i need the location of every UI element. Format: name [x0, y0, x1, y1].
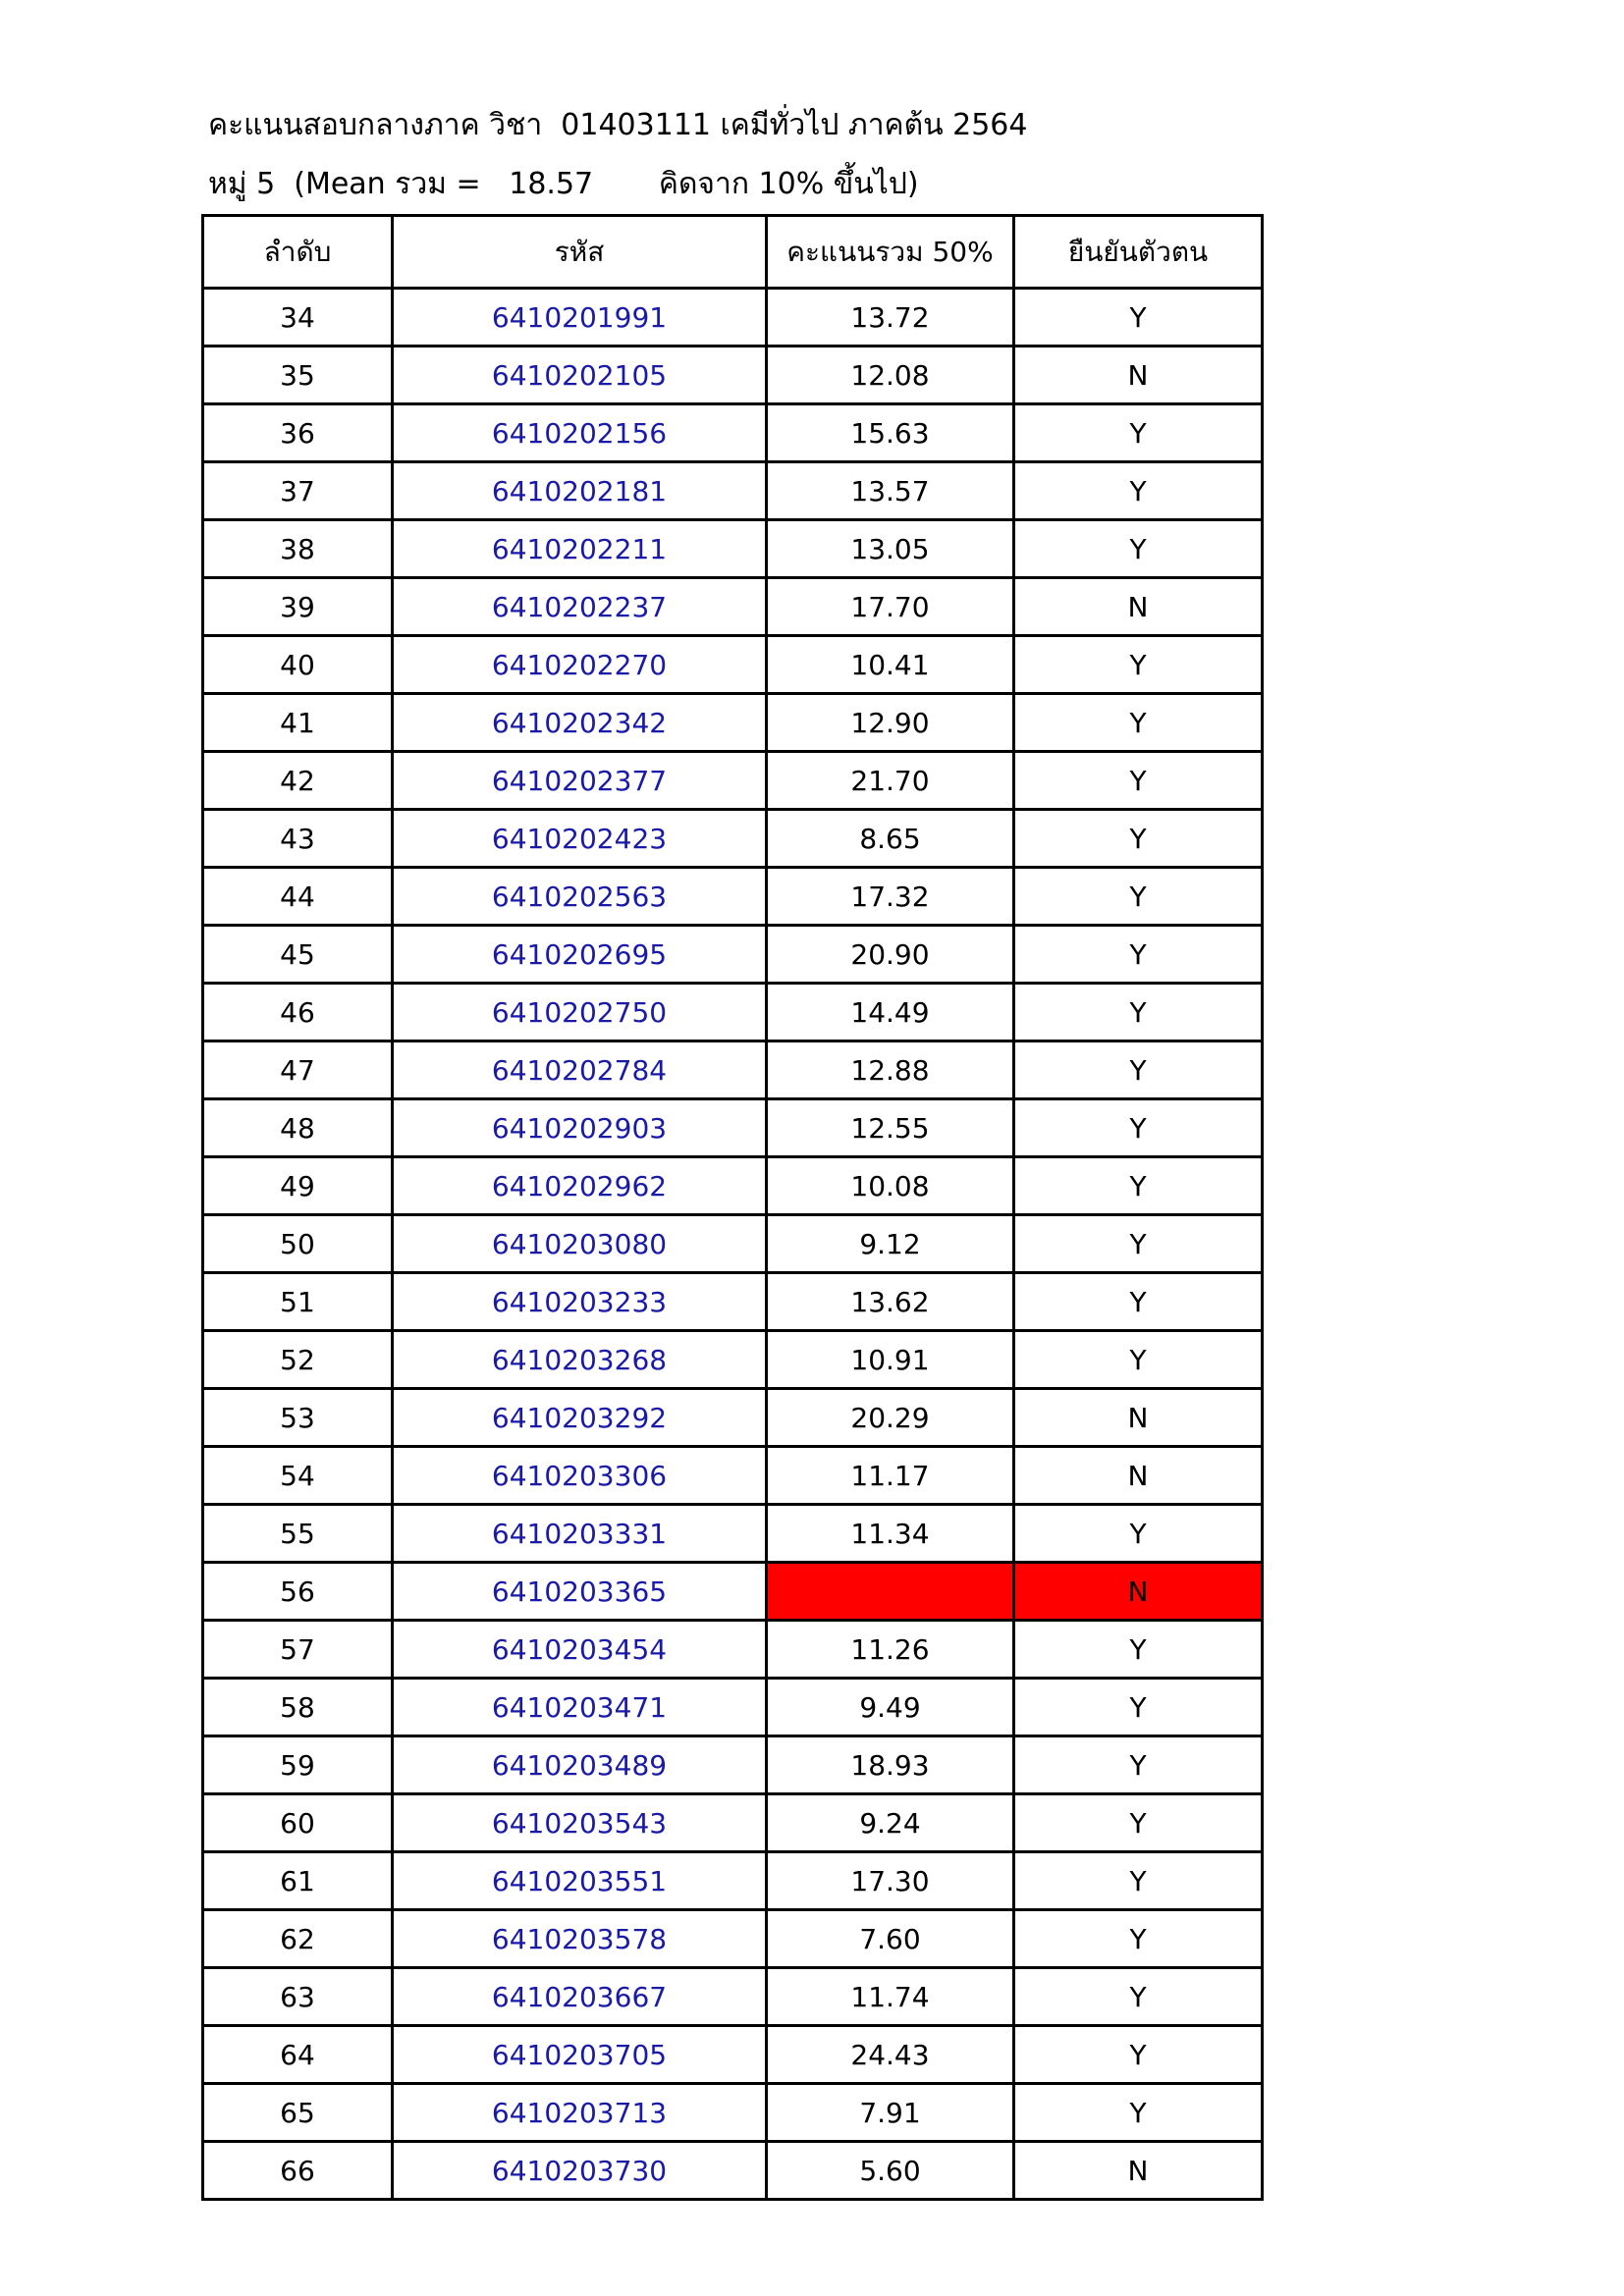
verification-cell: Y — [1014, 926, 1263, 984]
verification-cell: Y — [1014, 1041, 1263, 1099]
student-id-cell: 6410203471 — [393, 1679, 767, 1736]
score-cell: 10.91 — [767, 1331, 1014, 1389]
table-row — [203, 810, 1263, 868]
verification-cell: Y — [1014, 1331, 1263, 1389]
student-id-cell: 6410202695 — [393, 926, 767, 984]
student-id-cell: 6410202962 — [393, 1157, 767, 1215]
table-body — [203, 289, 1263, 2200]
score-table — [201, 214, 1264, 2201]
order-cell: 57 — [203, 1621, 393, 1679]
student-id-cell: 6410201991 — [393, 289, 767, 347]
student-id-cell: 6410202784 — [393, 1041, 767, 1099]
order-cell: 66 — [203, 2142, 393, 2200]
score-cell: 8.65 — [767, 810, 1014, 868]
score-cell: 11.34 — [767, 1505, 1014, 1563]
score-cell: 11.74 — [767, 1968, 1014, 2026]
verification-cell: N — [1014, 1389, 1263, 1447]
verification-cell: Y — [1014, 520, 1263, 578]
table-row — [203, 868, 1263, 926]
score-cell: 18.93 — [767, 1736, 1014, 1794]
score-cell: 20.90 — [767, 926, 1014, 984]
table-row — [203, 1215, 1263, 1273]
student-id-cell: 6410202342 — [393, 694, 767, 752]
score-cell: 7.91 — [767, 2084, 1014, 2142]
score-cell: 17.32 — [767, 868, 1014, 926]
score-cell: 15.63 — [767, 404, 1014, 462]
verification-cell: Y — [1014, 2084, 1263, 2142]
order-cell: 51 — [203, 1273, 393, 1331]
student-id-cell: 6410203730 — [393, 2142, 767, 2200]
order-cell: 54 — [203, 1447, 393, 1505]
score-cell: 5.60 — [767, 2142, 1014, 2200]
verification-cell: Y — [1014, 1968, 1263, 2026]
student-id-cell: 6410202156 — [393, 404, 767, 462]
verification-cell: Y — [1014, 462, 1263, 520]
table-row — [203, 1794, 1263, 1852]
student-id-cell: 6410202903 — [393, 1099, 767, 1157]
verification-cell: Y — [1014, 694, 1263, 752]
verification-cell: Y — [1014, 810, 1263, 868]
verification-cell: N — [1014, 578, 1263, 636]
order-cell: 34 — [203, 289, 393, 347]
student-id-cell: 6410202211 — [393, 520, 767, 578]
order-cell: 39 — [203, 578, 393, 636]
score-cell — [767, 1563, 1014, 1621]
score-cell: 10.41 — [767, 636, 1014, 694]
score-cell: 13.62 — [767, 1273, 1014, 1331]
table-row — [203, 1273, 1263, 1331]
order-cell: 49 — [203, 1157, 393, 1215]
order-cell: 46 — [203, 984, 393, 1041]
column-header-order: ลำดับ — [203, 216, 393, 289]
order-cell: 41 — [203, 694, 393, 752]
table-row — [203, 2026, 1263, 2084]
table-row — [203, 984, 1263, 1041]
student-id-cell: 6410203551 — [393, 1852, 767, 1910]
table-row — [203, 1157, 1263, 1215]
score-cell: 17.30 — [767, 1852, 1014, 1910]
verification-cell: Y — [1014, 636, 1263, 694]
student-id-cell: 6410203233 — [393, 1273, 767, 1331]
table-row — [203, 462, 1263, 520]
verification-cell: Y — [1014, 404, 1263, 462]
order-cell: 45 — [203, 926, 393, 984]
order-cell: 55 — [203, 1505, 393, 1563]
verification-cell: Y — [1014, 1736, 1263, 1794]
verification-cell: Y — [1014, 1273, 1263, 1331]
score-cell: 13.57 — [767, 462, 1014, 520]
section-subtitle: หมู่ 5 (Mean รวม = 18.57 คิดจาก 10% ขึ้นไป) — [208, 167, 919, 201]
student-id-cell: 6410203578 — [393, 1910, 767, 1968]
table-row — [203, 1736, 1263, 1794]
student-id-cell: 6410203454 — [393, 1621, 767, 1679]
column-header-student-id: รหัส — [393, 216, 767, 289]
score-cell: 13.72 — [767, 289, 1014, 347]
student-id-cell: 6410202423 — [393, 810, 767, 868]
score-cell: 9.49 — [767, 1679, 1014, 1736]
table-header-row — [203, 216, 1263, 289]
order-cell: 53 — [203, 1389, 393, 1447]
table-row — [203, 636, 1263, 694]
verification-cell: Y — [1014, 1910, 1263, 1968]
order-cell: 65 — [203, 2084, 393, 2142]
table-row — [203, 752, 1263, 810]
order-cell: 44 — [203, 868, 393, 926]
score-cell: 9.12 — [767, 1215, 1014, 1273]
table-row — [203, 1910, 1263, 1968]
score-cell: 21.70 — [767, 752, 1014, 810]
table-row — [203, 347, 1263, 404]
verification-cell: N — [1014, 347, 1263, 404]
order-cell: 38 — [203, 520, 393, 578]
document-title: คะแนนสอบกลางภาค วิชา 01403111 เคมีทั่วไป ภาคต้น 2564 — [208, 108, 1028, 142]
score-cell: 14.49 — [767, 984, 1014, 1041]
student-id-cell: 6410203705 — [393, 2026, 767, 2084]
verification-cell: N — [1014, 1447, 1263, 1505]
table-row — [203, 1968, 1263, 2026]
score-cell: 12.55 — [767, 1099, 1014, 1157]
student-id-cell: 6410203080 — [393, 1215, 767, 1273]
column-header-verification: ยืนยันตัวตน — [1014, 216, 1263, 289]
table-row — [203, 1041, 1263, 1099]
order-cell: 43 — [203, 810, 393, 868]
verification-cell: Y — [1014, 289, 1263, 347]
order-cell: 35 — [203, 347, 393, 404]
order-cell: 52 — [203, 1331, 393, 1389]
table-row — [203, 578, 1263, 636]
table-row — [203, 1447, 1263, 1505]
order-cell: 50 — [203, 1215, 393, 1273]
verification-cell: Y — [1014, 868, 1263, 926]
score-cell: 10.08 — [767, 1157, 1014, 1215]
score-cell: 13.05 — [767, 520, 1014, 578]
score-cell: 11.17 — [767, 1447, 1014, 1505]
table-row — [203, 1621, 1263, 1679]
table-row — [203, 1852, 1263, 1910]
table-row — [203, 926, 1263, 984]
table-row — [203, 1331, 1263, 1389]
verification-cell: Y — [1014, 1505, 1263, 1563]
order-cell: 47 — [203, 1041, 393, 1099]
score-cell: 11.26 — [767, 1621, 1014, 1679]
table-row — [203, 1389, 1263, 1447]
student-id-cell: 6410202377 — [393, 752, 767, 810]
table-row — [203, 2084, 1263, 2142]
student-id-cell: 6410202237 — [393, 578, 767, 636]
order-cell: 36 — [203, 404, 393, 462]
verification-cell: Y — [1014, 2026, 1263, 2084]
table-row — [203, 2142, 1263, 2200]
score-cell: 12.08 — [767, 347, 1014, 404]
score-cell: 17.70 — [767, 578, 1014, 636]
table-row — [203, 1563, 1263, 1621]
verification-cell: N — [1014, 1563, 1263, 1621]
student-id-cell: 6410203543 — [393, 1794, 767, 1852]
verification-cell: Y — [1014, 1157, 1263, 1215]
column-header-total-score: คะแนนรวม 50% — [767, 216, 1014, 289]
score-cell: 9.24 — [767, 1794, 1014, 1852]
verification-cell: Y — [1014, 1215, 1263, 1273]
order-cell: 56 — [203, 1563, 393, 1621]
score-cell: 12.90 — [767, 694, 1014, 752]
order-cell: 48 — [203, 1099, 393, 1157]
order-cell: 64 — [203, 2026, 393, 2084]
verification-cell: Y — [1014, 1852, 1263, 1910]
order-cell: 63 — [203, 1968, 393, 2026]
student-id-cell: 6410203306 — [393, 1447, 767, 1505]
order-cell: 59 — [203, 1736, 393, 1794]
verification-cell: Y — [1014, 1794, 1263, 1852]
student-id-cell: 6410202181 — [393, 462, 767, 520]
table-row — [203, 1505, 1263, 1563]
table-row — [203, 694, 1263, 752]
order-cell: 62 — [203, 1910, 393, 1968]
score-cell: 12.88 — [767, 1041, 1014, 1099]
score-cell: 20.29 — [767, 1389, 1014, 1447]
order-cell: 60 — [203, 1794, 393, 1852]
verification-cell: Y — [1014, 984, 1263, 1041]
order-cell: 61 — [203, 1852, 393, 1910]
student-id-cell: 6410203489 — [393, 1736, 767, 1794]
order-cell: 37 — [203, 462, 393, 520]
table-row — [203, 520, 1263, 578]
table-row — [203, 1679, 1263, 1736]
verification-cell: Y — [1014, 1099, 1263, 1157]
table-row — [203, 1099, 1263, 1157]
student-id-cell: 6410203292 — [393, 1389, 767, 1447]
student-id-cell: 6410202105 — [393, 347, 767, 404]
order-cell: 40 — [203, 636, 393, 694]
table-row — [203, 404, 1263, 462]
student-id-cell: 6410203713 — [393, 2084, 767, 2142]
verification-cell: Y — [1014, 1679, 1263, 1736]
table-row — [203, 289, 1263, 347]
student-id-cell: 6410203331 — [393, 1505, 767, 1563]
score-cell: 7.60 — [767, 1910, 1014, 1968]
student-id-cell: 6410203268 — [393, 1331, 767, 1389]
student-id-cell: 6410202270 — [393, 636, 767, 694]
order-cell: 42 — [203, 752, 393, 810]
verification-cell: Y — [1014, 1621, 1263, 1679]
verification-cell: N — [1014, 2142, 1263, 2200]
verification-cell: Y — [1014, 752, 1263, 810]
student-id-cell: 6410203667 — [393, 1968, 767, 2026]
score-cell: 24.43 — [767, 2026, 1014, 2084]
student-id-cell: 6410202563 — [393, 868, 767, 926]
student-id-cell: 6410202750 — [393, 984, 767, 1041]
order-cell: 58 — [203, 1679, 393, 1736]
student-id-cell: 6410203365 — [393, 1563, 767, 1621]
